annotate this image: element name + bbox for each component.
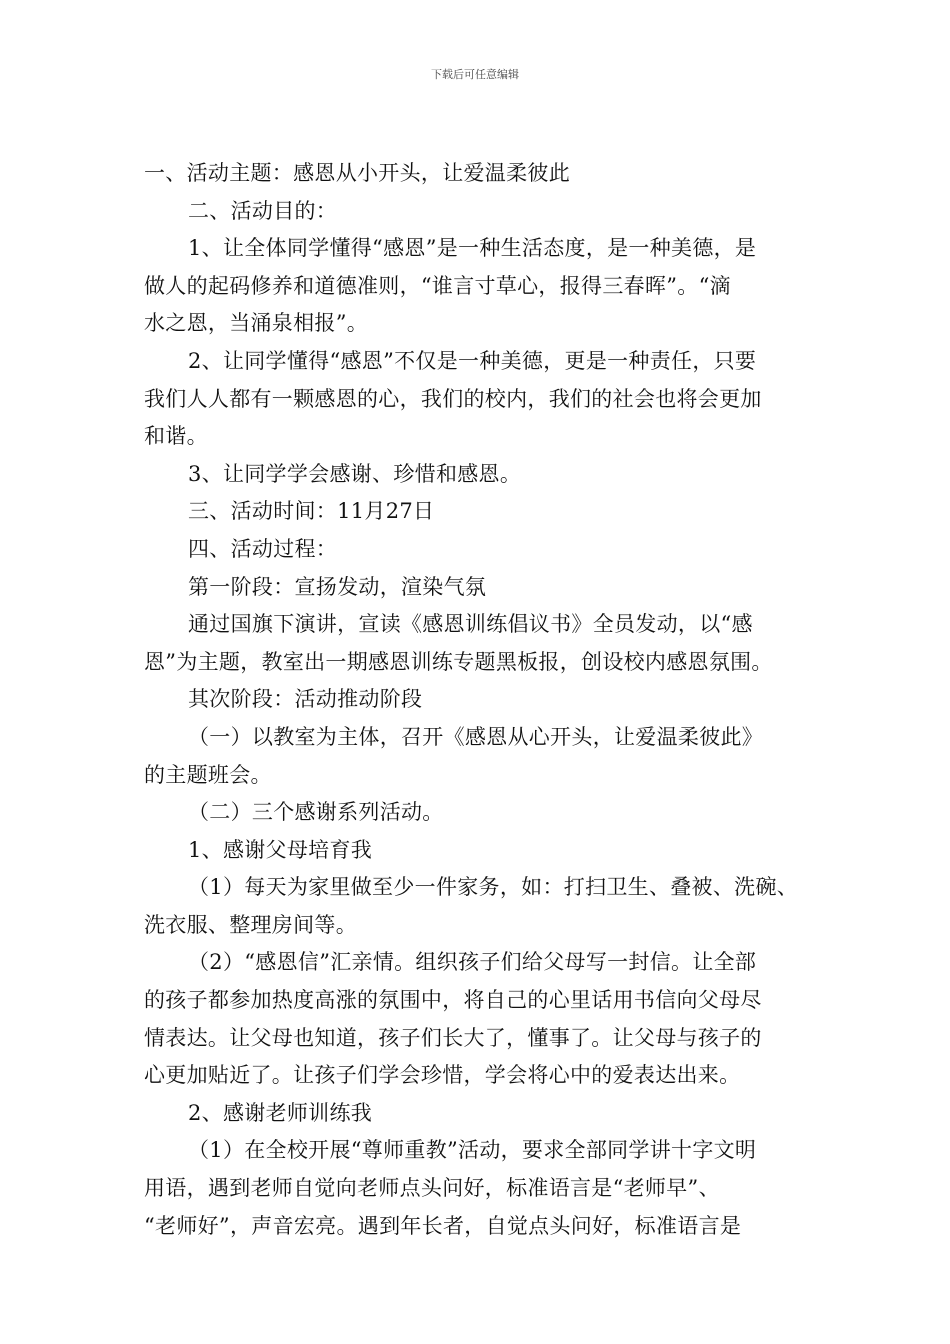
section-title-process: 四、活动过程：	[188, 536, 338, 561]
paragraph-line: “老师好”，声音宏亮。遇到年长者，自觉点头问好，标准语言是	[144, 1213, 742, 1238]
section-title-time: 三、活动时间：11月27日	[188, 499, 435, 524]
purpose-item-2: 2、让同学懂得“感恩”不仅是一种美德，更是一种责任，只要	[188, 348, 757, 373]
paragraph-line: 用语，遇到老师自觉向老师点头问好，标准语言是“老师早”、	[144, 1176, 720, 1201]
sub-item-1: （一）以教室为主体，召开《感恩从心开头，让爱温柔彼此》	[188, 724, 764, 749]
paragraph-line: 的主题班会。	[144, 762, 272, 787]
paragraph-line: 水之恩，当涌泉相报”。	[144, 311, 369, 336]
teachers-item-1: （1）在全校开展“尊师重教”活动，要求全部同学讲十字文明	[188, 1138, 757, 1163]
stage-1-title: 第一阶段：宣扬发动，渲染气氛	[188, 574, 487, 599]
parents-item-2: （2）“感恩信”汇亲情。组织孩子们给父母写一封信。让全部	[188, 950, 757, 975]
parents-item-1: （1）每天为家里做至少一件家务，如：打扫卫生、叠被、洗碗、	[188, 875, 799, 900]
section-title-theme: 一、活动主题：感恩从小开头，让爱温柔彼此	[144, 161, 570, 185]
stage-2-title: 其次阶段：活动推动阶段	[188, 687, 423, 712]
paragraph-line: 的孩子都参加热度高涨的氛围中，将自己的心里话用书信向父母尽	[144, 988, 762, 1013]
paragraph-line: 恩”为主题，教室出一期感恩训练专题黑板报，创设校内感恩氛围。	[144, 649, 773, 674]
purpose-item-1: 1、让全体同学懂得“感恩”是一种生活态度，是一种美德，是	[188, 236, 757, 261]
paragraph-line: 和谐。	[144, 424, 208, 449]
thanks-parents-title: 1、感谢父母培育我	[188, 837, 373, 862]
paragraph-line: 洗衣服、整理房间等。	[144, 912, 357, 937]
sub-item-2: （二）三个感谢系列活动。	[188, 800, 444, 825]
paragraph-line: 通过国旗下演讲，宣读《感恩训练倡议书》全员发动，以“感	[188, 612, 753, 637]
paragraph-line: 情表达。让父母也知道，孩子们长大了，懂事了。让父母与孩子的	[144, 1025, 762, 1050]
paragraph-line: 做人的起码修养和道德准则，“谁言寸草心，报得三春晖”。“滴	[144, 273, 731, 298]
paragraph-line: 心更加贴近了。让孩子们学会珍惜，学会将心中的爱表达出来。	[144, 1063, 741, 1088]
section-title-purpose: 二、活动目的：	[188, 198, 338, 223]
purpose-item-3: 3、让同学学会感谢、珍惜和感恩。	[188, 461, 522, 486]
paragraph-line: 我们人人都有一颗感恩的心，我们的校内，我们的社会也将会更加	[144, 386, 762, 411]
document-body	[144, 155, 816, 1245]
page-header: 下载后可任意编辑	[431, 68, 519, 81]
thanks-teachers-title: 2、感谢老师训练我	[188, 1100, 373, 1125]
